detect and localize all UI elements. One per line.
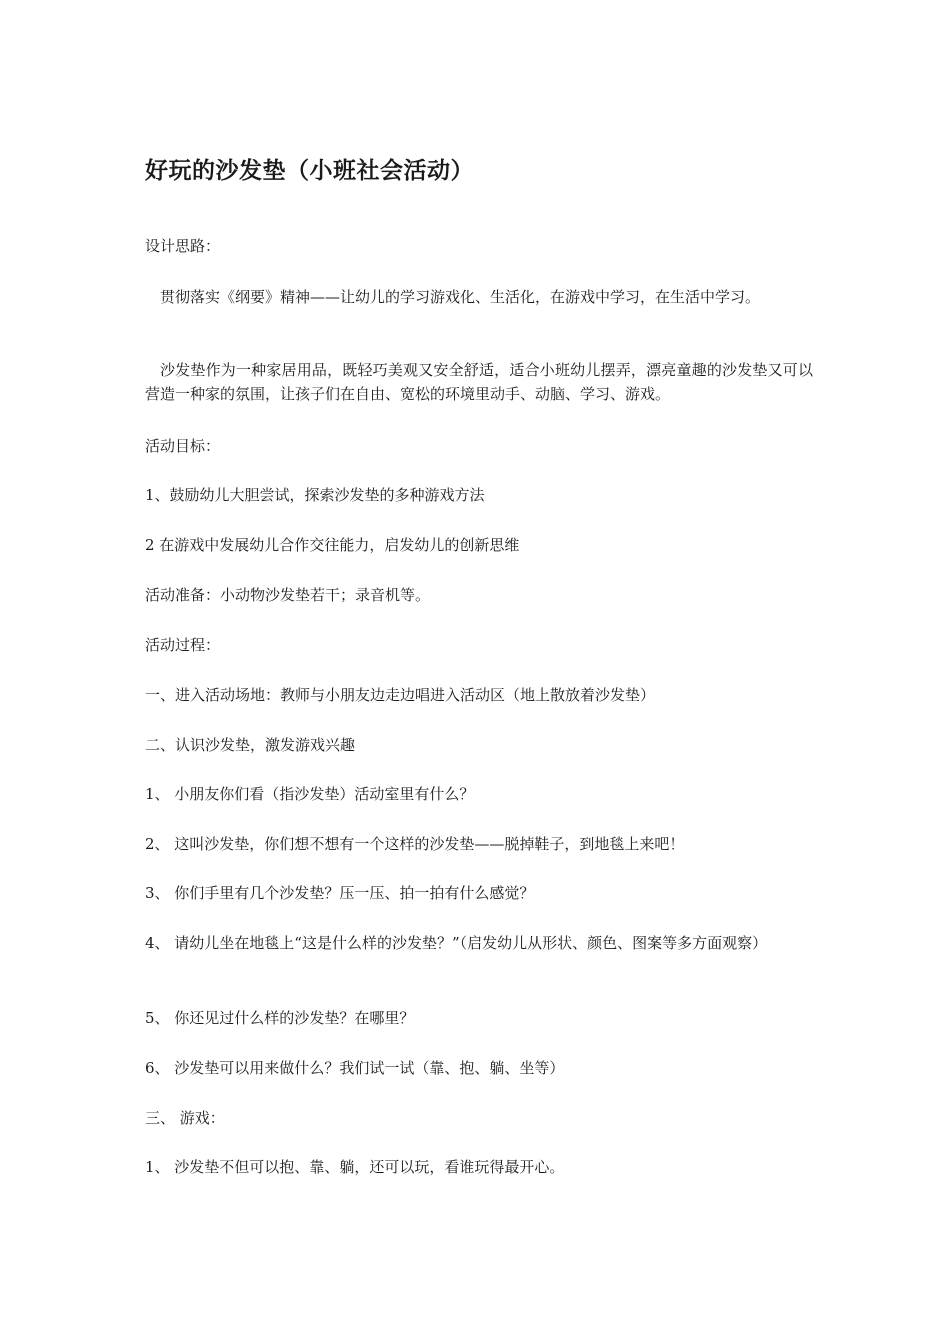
design-heading: 设计思路： [145, 237, 221, 255]
process-step-2: 二、认识沙发垫，激发游戏兴趣 [145, 736, 356, 754]
goal-item-2: 2 在游戏中发展幼儿合作交往能力，启发幼儿的创新思维 [145, 536, 520, 554]
game-item-1: 1、 沙发垫不但可以抱、靠、躺，还可以玩，看谁玩得最开心。 [145, 1158, 565, 1176]
list-item: 4、 请幼儿坐在地毯上“这是什么样的沙发垫？”（启发幼儿从形状、颜色、图案等多方面观察） [145, 934, 768, 952]
design-paragraph-2: 沙发垫作为一种家居用品，既轻巧美观又安全舒适，适合小班幼儿摆弄，漂亮童趣的沙发垫又可以营造一种家的氛围，让孩子们在自由、宽松的环境里动手、动脑、学习、游戏。 [145, 361, 813, 403]
design-paragraph-1: 贯彻落实《纲要》精神——让幼儿的学习游戏化、生活化，在游戏中学习，在生活中学习。 [160, 288, 761, 306]
preparation-text: 活动准备：小动物沙发垫若干；录音机等。 [145, 586, 431, 604]
goal-item-1: 1、鼓励幼儿大胆尝试，探索沙发垫的多种游戏方法 [145, 486, 485, 504]
list-item: 6、 沙发垫可以用来做什么？我们试一试（靠、抱、躺、坐等） [145, 1059, 565, 1077]
list-item: 5、 你还见过什么样的沙发垫？在哪里？ [145, 1009, 415, 1027]
list-item: 3、 你们手里有几个沙发垫？压一压、拍一拍有什么感觉？ [145, 884, 535, 902]
process-step-1: 一、进入活动场地：教师与小朋友边走边唱进入活动区（地上散放着沙发垫） [145, 686, 656, 704]
list-item: 1、 小朋友你们看（指沙发垫）活动室里有什么？ [145, 785, 475, 803]
list-item: 2、 这叫沙发垫，你们想不想有一个这样的沙发垫——脱掉鞋子，到地毯上来吧！ [145, 835, 685, 853]
document-title: 好玩的沙发垫（小班社会活动） [145, 157, 474, 184]
process-step-3: 三、 游戏： [145, 1109, 225, 1127]
process-heading: 活动过程： [145, 636, 221, 654]
goals-heading: 活动目标： [145, 437, 221, 455]
